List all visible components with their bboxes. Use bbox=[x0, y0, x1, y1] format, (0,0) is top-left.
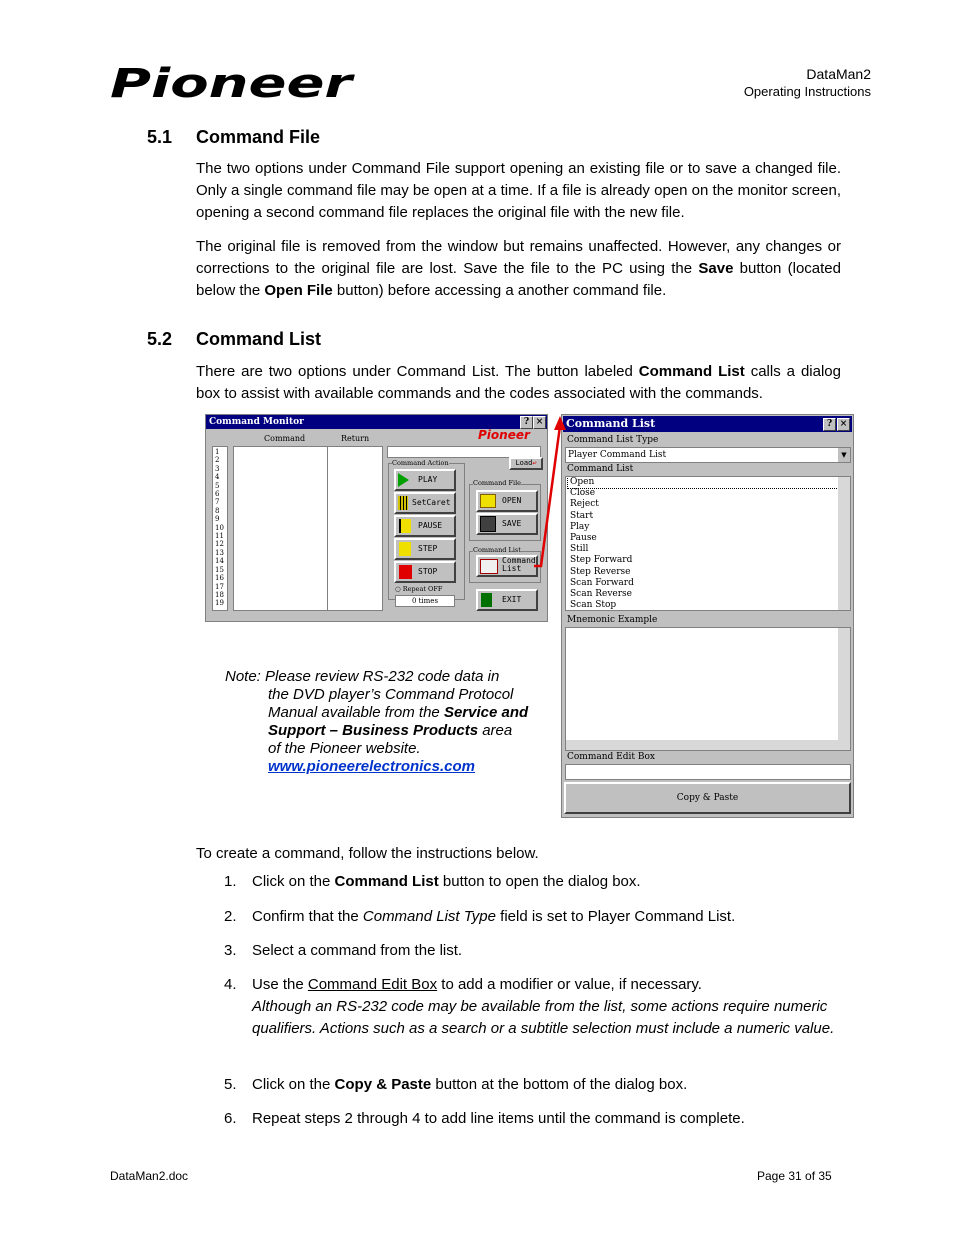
pioneer-website-link[interactable]: www.pioneerelectronics.com bbox=[268, 758, 476, 775]
repeat-times-field[interactable]: 0 times bbox=[395, 595, 455, 607]
open-button[interactable]: OPEN bbox=[476, 490, 538, 512]
step-number: 5. bbox=[224, 1076, 237, 1093]
close-icon[interactable]: × bbox=[837, 418, 850, 431]
step-5: Click on the Copy & Paste button at the bottom of the dialog box. bbox=[252, 1076, 688, 1093]
section-title: Command File bbox=[196, 127, 321, 147]
paragraph: There are two options under Command List. The button labeled Command List calls a dialog box to assist with available commands and the codes associated with the commands. bbox=[196, 363, 841, 402]
doc-subtitle: Operating Instructions bbox=[743, 84, 871, 99]
step-6: Repeat steps 2 through 4 to add line items until the command is complete. bbox=[252, 1110, 745, 1127]
step-4-note: Although an RS-232 code may be available from the list, some actions require numeric qualifiers. Actions such as a search or a subtitle selection must include a numeric value. bbox=[252, 998, 835, 1037]
monitor-brand: Pioneer bbox=[478, 428, 530, 442]
command-action-label: Command Action bbox=[392, 459, 449, 467]
row-number: 7 bbox=[215, 498, 220, 507]
load-button[interactable]: Load↩ bbox=[509, 457, 543, 470]
paragraph: The two options under Command File support opening an existing file or to save a changed file. Only a single command file may be open at a time. If a file is already open on the monitor screen, opening a second command file replaces the original file with the new file. bbox=[196, 160, 841, 221]
vertical-scrollbar[interactable] bbox=[838, 628, 850, 750]
row-number: 4 bbox=[215, 473, 220, 482]
row-number: 13 bbox=[215, 548, 224, 557]
mnemonic-label: Mnemonic Example bbox=[567, 615, 658, 625]
section-number: 5.1 bbox=[147, 127, 173, 147]
row-number: 17 bbox=[215, 582, 224, 591]
command-list-button[interactable]: Command List bbox=[476, 555, 538, 577]
row-number: 8 bbox=[215, 506, 220, 515]
step-3: Select a command from the list. bbox=[252, 942, 463, 959]
exit-button[interactable]: EXIT bbox=[476, 589, 538, 611]
command-file-label: Command File bbox=[473, 479, 522, 487]
command-list-item[interactable]: Pause bbox=[570, 533, 597, 544]
command-list-item[interactable]: Open bbox=[568, 477, 850, 488]
doc-title: DataMan2 bbox=[806, 66, 871, 82]
command-list-dialog bbox=[561, 414, 854, 818]
list-label: Command List bbox=[567, 464, 634, 474]
section-number: 5.2 bbox=[147, 329, 173, 349]
row-number: 16 bbox=[215, 574, 224, 583]
row-number: 1 bbox=[215, 448, 220, 456]
row-number: 19 bbox=[215, 599, 224, 608]
command-list[interactable] bbox=[565, 476, 851, 611]
command-list-item[interactable]: Play bbox=[570, 521, 590, 532]
row-number: 3 bbox=[215, 464, 220, 473]
play-button[interactable]: PLAY bbox=[394, 469, 456, 491]
row-number: 18 bbox=[215, 590, 224, 599]
note-block: Note: Please review RS-232 code data in the DVD player’s Command Protocol Manual available from the Service and Support – Business Products area of the Pioneer website. www.pioneerelectronics.com bbox=[225, 668, 529, 775]
monitor-titlebar: Command Monitor ? × bbox=[206, 415, 547, 429]
command-list-type-select[interactable]: Player Command List ▼ bbox=[565, 447, 851, 463]
command-list-item[interactable]: Scan Stop bbox=[570, 600, 617, 611]
row-number: 11 bbox=[215, 532, 224, 541]
command-list-item[interactable]: Step Forward bbox=[570, 555, 633, 566]
step-number: 3. bbox=[224, 942, 237, 959]
command-monitor-window bbox=[205, 414, 548, 622]
chevron-down-icon[interactable]: ▼ bbox=[838, 448, 850, 462]
instructions-intro: To create a command, follow the instructions below. bbox=[196, 845, 539, 862]
paragraph: The original file is removed from the window but remains unaffected. However, any changes or corrections to the original file are lost. Save the file to the PC using the Save button (located below the Open File button) before accessing a another command file. bbox=[196, 238, 841, 299]
step-number: 4. bbox=[224, 976, 237, 993]
row-number: 5 bbox=[215, 481, 220, 490]
command-list-item[interactable]: Scan Reverse bbox=[570, 589, 632, 600]
stop-button[interactable]: STOP bbox=[394, 561, 456, 583]
footer-filename: DataMan2.doc bbox=[110, 1169, 189, 1183]
pause-button[interactable]: PAUSE bbox=[394, 515, 456, 537]
row-number-column bbox=[212, 446, 228, 611]
edit-box-label: Command Edit Box bbox=[567, 752, 655, 762]
row-number: 6 bbox=[215, 490, 220, 499]
step-button[interactable]: STEP bbox=[394, 538, 456, 560]
step-2: Confirm that the Command List Type field is set to Player Command List. bbox=[252, 908, 736, 925]
return-column[interactable] bbox=[327, 446, 383, 611]
step-number: 6. bbox=[224, 1110, 237, 1127]
command-list-item[interactable]: Start bbox=[570, 510, 594, 521]
section-title: Command List bbox=[196, 329, 322, 349]
command-list-group-label: Command List bbox=[473, 546, 521, 554]
help-icon[interactable]: ? bbox=[520, 416, 533, 429]
command-column[interactable] bbox=[233, 446, 328, 611]
column-return: Return bbox=[341, 434, 370, 443]
help-icon[interactable]: ? bbox=[823, 418, 836, 431]
list-scrollbar[interactable] bbox=[838, 477, 850, 610]
row-number: 12 bbox=[215, 540, 224, 549]
command-list-item[interactable]: Reject bbox=[570, 499, 599, 510]
step-1: Click on the Command List button to open the dialog box. bbox=[252, 873, 641, 890]
horizontal-scrollbar[interactable] bbox=[566, 740, 838, 750]
row-number: 2 bbox=[215, 456, 220, 465]
type-label: Command List Type bbox=[567, 435, 659, 445]
row-number: 14 bbox=[215, 557, 224, 566]
repeat-label: ○ Repeat OFF bbox=[395, 585, 443, 593]
step-number: 2. bbox=[224, 908, 237, 925]
row-number: 9 bbox=[215, 515, 220, 524]
close-icon[interactable]: × bbox=[533, 416, 546, 429]
row-number: 10 bbox=[215, 523, 224, 532]
command-edit-box[interactable] bbox=[565, 764, 851, 780]
column-command: Command bbox=[264, 434, 306, 443]
red-arrow-annotation bbox=[520, 410, 580, 580]
command-list-item[interactable]: Close bbox=[570, 488, 596, 499]
command-list-item[interactable]: Step Reverse bbox=[570, 566, 631, 577]
footer-page: Page 31 of 35 bbox=[757, 1169, 832, 1183]
pioneer-logo bbox=[110, 62, 355, 104]
step-4: Use the Command Edit Box to add a modifier or value, if necessary. Although an RS-232 code may be available from the list, some actions require numeric qualifiers. Actions such as a search or a subtitle selection must include a numeric value. bbox=[252, 976, 835, 1037]
dialog-titlebar: Command List ? × bbox=[563, 416, 852, 432]
copy-paste-button[interactable]: Copy & Paste bbox=[564, 782, 851, 814]
step-number: 1. bbox=[224, 873, 237, 890]
row-number: 15 bbox=[215, 565, 224, 574]
command-list-item[interactable]: Scan Forward bbox=[570, 577, 634, 588]
save-button[interactable]: SAVE bbox=[476, 513, 538, 535]
command-list-item[interactable]: Still bbox=[570, 544, 589, 555]
setcaret-button[interactable]: SetCaret bbox=[394, 492, 456, 514]
mnemonic-example-box[interactable] bbox=[565, 627, 851, 751]
logo-text: Pioneer bbox=[110, 62, 355, 104]
